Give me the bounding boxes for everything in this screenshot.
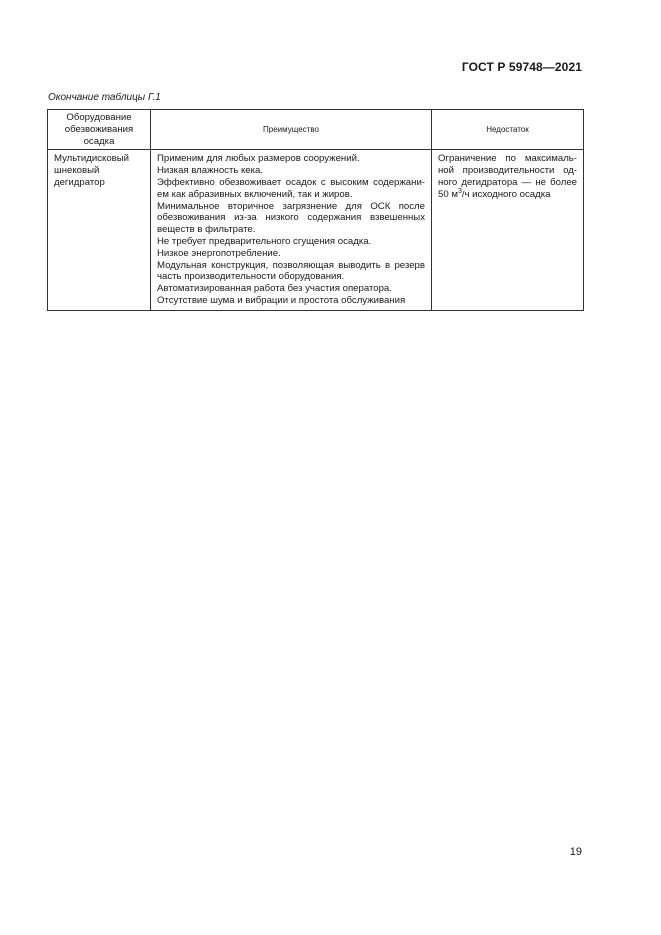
header-advantage: Преимущество [151,110,432,150]
header-equipment: Оборудование обезвоживания осадка [48,110,151,150]
document-code: ГОСТ Р 59748—2021 [461,60,582,74]
advantage-item: Модульная конструкция, позволяющая выводить в резерв часть производительности оборудования. [157,259,425,283]
page-number: 19 [569,846,582,858]
advantage-item: Не требует предварительного сгущения осадка. [157,235,372,247]
table-row [48,150,584,310]
advantage-item: Низкая влажность кека. [157,165,264,177]
disadvantage-text: Ограничение по максималь-ной производительности од-ного дегидратора — не более 50 м [438,153,577,200]
cell-equipment: Мультидисковый шнековый дегидратор [48,150,151,310]
comparison-table [47,109,584,311]
unit-superscript: 3 [457,187,462,195]
advantage-item: Эффективно обезвоживает осадок с высоким содержани-ем как абразивных включений, так и жиров. [157,176,425,200]
advantage-item: Автоматизированная работа без участия оператора. [157,283,392,295]
table-caption: Окончание таблицы Г.1 [48,92,161,103]
advantage-item: Применим для любых размеров сооружений. [157,153,360,165]
header-disadvantage: Недостаток [432,110,584,150]
advantage-item: Низкое энергопотребление. [157,247,281,259]
advantage-item: Отсутствие шума и вибрации и простота обслуживания [157,294,406,306]
table-header-row [48,110,584,150]
cell-advantages [151,150,432,310]
advantage-item: Минимальное вторичное загрязнение для ОСК после обезвоживания из-за низкого содержания взвешенных веществ в фильтрате. [157,200,425,236]
disadvantage-tail: /ч исходного осадка [461,188,551,200]
cell-disadvantage [432,150,584,310]
